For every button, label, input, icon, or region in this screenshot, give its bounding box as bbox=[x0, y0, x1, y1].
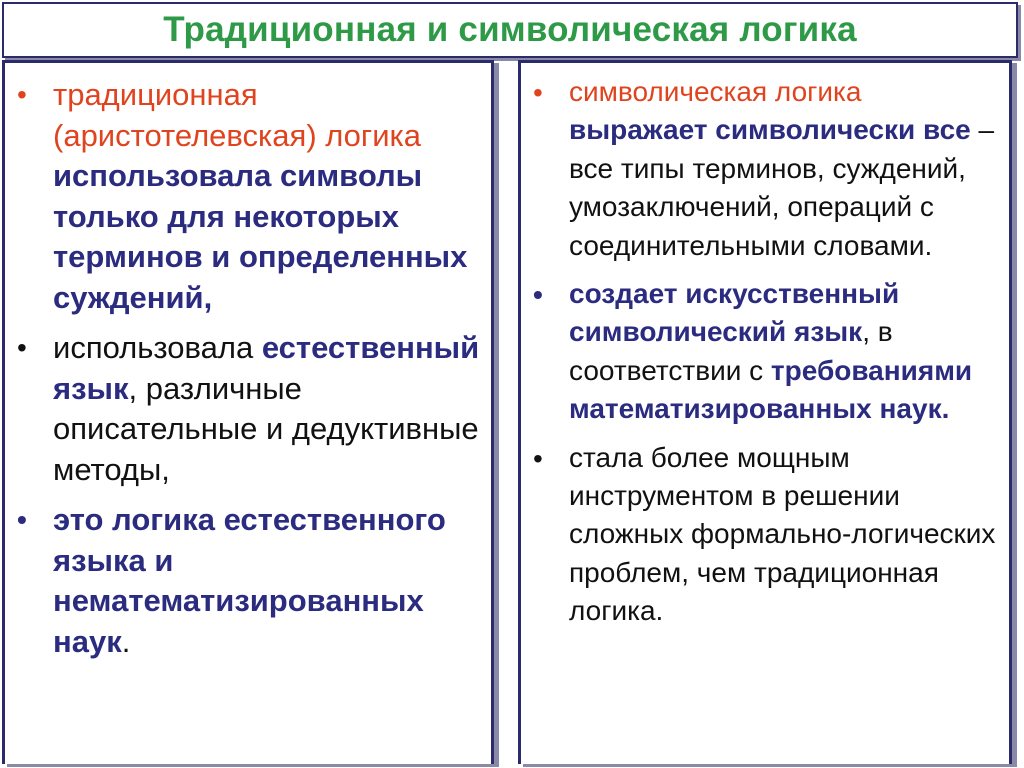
term-red: символическая логика bbox=[569, 76, 862, 107]
plain-text: использовала bbox=[53, 330, 254, 365]
left-bullet-text bbox=[53, 75, 483, 318]
plain-text: . bbox=[121, 623, 131, 659]
title-box bbox=[2, 2, 1018, 58]
left-bullet-item bbox=[17, 328, 483, 490]
slide-title: Традиционная и символическая логика bbox=[163, 10, 857, 49]
emphasis-blue: это логика естественного языка и нематематизированных наук bbox=[53, 502, 446, 659]
plain-text: , различные описательные и дедуктивные методы, bbox=[53, 370, 479, 487]
left-bullet-item bbox=[17, 75, 483, 318]
emphasis-blue: естественный язык bbox=[53, 330, 480, 406]
emphasis-blue: создает искусственный символический язык bbox=[569, 278, 900, 348]
left-bullet-text bbox=[53, 500, 483, 662]
emphasis-blue: требованиями математизированных наук. bbox=[569, 354, 973, 425]
bullet-icon: • bbox=[17, 332, 27, 363]
bullet-icon: • bbox=[17, 79, 27, 110]
plain-text: , в соответствии с bbox=[569, 316, 893, 386]
left-bullet-text bbox=[53, 328, 483, 490]
left-bullet-item bbox=[17, 500, 483, 662]
right-bullet-text bbox=[569, 73, 1003, 265]
emphasis-blue: выражает символически все bbox=[569, 114, 971, 146]
left-panel-traditional bbox=[2, 60, 494, 764]
emphasis-blue: использовала символы только для некоторых терминов и определенных суждений, bbox=[53, 158, 468, 315]
right-bullet-text bbox=[569, 439, 1003, 631]
bullet-icon: • bbox=[533, 279, 543, 311]
left-bullet-list bbox=[5, 63, 491, 662]
right-bullet-item bbox=[533, 275, 1003, 429]
right-panel-symbolic bbox=[518, 60, 1012, 764]
term-red: традиционная (аристотелевская) логика bbox=[53, 77, 422, 153]
right-bullet-item bbox=[533, 73, 1003, 265]
right-bullet-list bbox=[521, 63, 1009, 631]
plain-text: – все типы терминов, суждений, умозаключений, операций с соединительными словами. bbox=[569, 114, 995, 261]
right-bullet-item bbox=[533, 439, 1003, 631]
plain-text: стала более мощным инструментом в решении сложных формально-логических проблем, чем традиционная логика. bbox=[569, 441, 996, 627]
bullet-icon: • bbox=[533, 77, 543, 108]
bullet-icon: • bbox=[533, 442, 543, 474]
bullet-icon: • bbox=[17, 504, 27, 535]
right-bullet-text bbox=[569, 275, 1003, 429]
